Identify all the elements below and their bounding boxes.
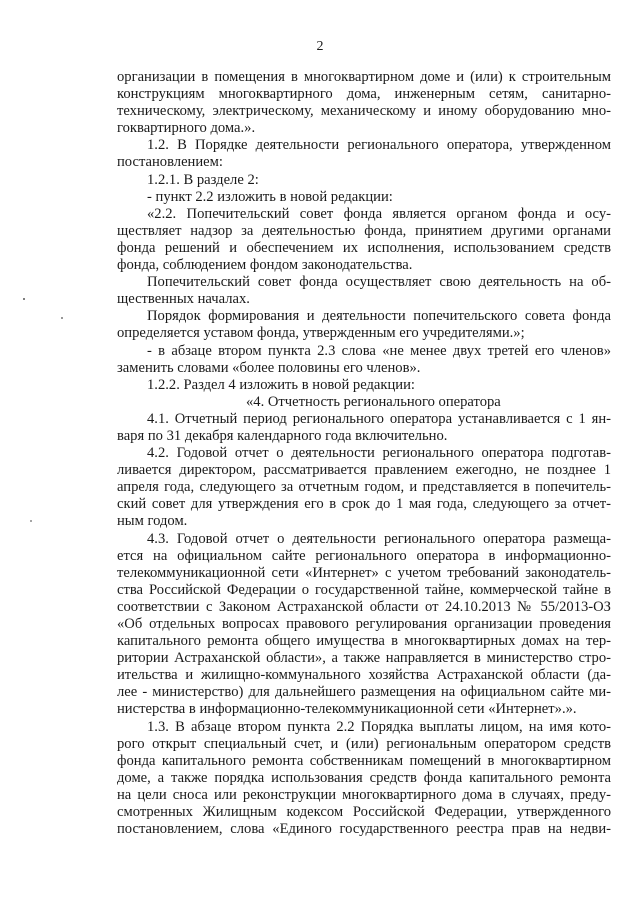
text-line: соответствии с Законом Астраханской области от 24.10.2013 № 55/2013-ОЗ (117, 598, 611, 615)
scan-speck (61, 317, 63, 319)
text-line: ительства и жилищно-коммунального хозяйства Астраханской области (да- (117, 667, 611, 684)
text-line: нистерства в информационно-телекоммуникационной сети «Интернет».». (117, 701, 577, 718)
document-body (117, 69, 611, 838)
text-line: 4.2. Годовой отчет о деятельности регионального оператора подготав- (147, 445, 611, 462)
text-line: ществляет надзор за деятельностью фонда, принятием другими органами (117, 222, 611, 239)
text-line: телекоммуникационной сети «Интернет» с учетом требований законодатель- (117, 564, 611, 581)
text-line: - в абзаце втором пункта 2.3 слова «не менее двух третей его членов» (147, 342, 611, 359)
text-line: ным годом. (117, 513, 188, 530)
scan-speck (30, 520, 32, 522)
text-line: смотренных Жилищным кодексом Российской Федерации, утвержденного (117, 804, 611, 821)
scan-speck (23, 298, 25, 300)
text-line: 4.3. Годовой отчет о деятельности регионального оператора размеща- (147, 530, 611, 547)
text-line: Порядок формирования и деятельности попечительского совета фонда (147, 308, 611, 325)
text-line: 4.1. Отчетный период регионального оператора устанавливается с 1 ян- (147, 410, 611, 427)
text-line: фонда капитального ремонта собственникам помещений в многоквартирном (117, 752, 611, 769)
text-line: на цели сноса или реконструкции многоквартирного дома в случаях, преду- (117, 786, 611, 803)
text-line: 1.3. В абзаце втором пункта 2.2 Порядка выплаты лицом, на имя кото- (147, 718, 611, 735)
text-line: апреля года, следующего за отчетным годом, и представляется в попечитель- (117, 479, 611, 496)
text-line: 1.2.1. В разделе 2: (147, 171, 259, 188)
page-number: 2 (316, 39, 324, 54)
text-line: - пункт 2.2 изложить в новой редакции: (147, 188, 393, 205)
text-line: 1.2. В Порядке деятельности регионального оператора, утвержденном (147, 137, 611, 154)
text-line: Попечительский совет фонда осуществляет свою деятельность на об- (147, 274, 611, 291)
text-line: постановлением: (117, 154, 223, 171)
text-line: конструкциям многоквартирного дома, инженерным сетям, санитарно- (117, 86, 611, 103)
text-line: варя по 31 декабря календарного года включительно. (117, 427, 448, 444)
text-line: рого открыт специальный счет, и (или) региональным оператором средств (117, 735, 611, 752)
text-line: «Об отдельных вопросах правового регулирования организации проведения (117, 616, 611, 632)
text-line: ритории Астраханской области», а также направляется в министерство стро- (117, 650, 611, 667)
text-line: фонда решений и обеспечением их исполнения, использованием средств (117, 239, 611, 256)
text-line: ется на официальном сайте регионального оператора в информационно- (117, 547, 611, 564)
text-line: постановлением, слова «Единого государственного реестра прав на недви- (117, 821, 611, 838)
text-line: заменить словами «более половины его членов». (117, 359, 421, 376)
text-line: 1.2.2. Раздел 4 изложить в новой редакции: (147, 376, 415, 393)
text-line: определяется уставом фонда, утвержденным его учредителями.»; (117, 325, 525, 342)
text-line: ства Российской Федерации о государственной тайне, коммерческой тайне в (117, 581, 611, 598)
text-line: «4. Отчетность регионального оператора (246, 393, 501, 410)
text-line: организации в помещения в многоквартирном доме и (или) к строительным (117, 69, 611, 85)
text-line: фонда, соблюдением фондом законодательства. (117, 257, 413, 274)
text-line: капитального ремонта общего имущества в многоквартирных домах на тер- (117, 633, 611, 650)
text-line: щественных началах. (117, 291, 250, 308)
text-line: «2.2. Попечительский совет фонда является органом фонда и осу- (147, 205, 611, 222)
text-line: гоквартирного дома.». (117, 120, 256, 137)
text-line: ливается директором, рассматривается правлением ежегодно, не позднее 1 (117, 462, 611, 479)
text-line: доме, а также порядка использования средств фонда капитального ремонта (117, 769, 611, 786)
text-line: ский совет для утверждения его в срок до 1 мая года, следующего за отчет- (117, 496, 611, 513)
text-line: лее - министерство) для дальнейшего размещения на официальном сайте ми- (117, 684, 611, 701)
text-line: техническому, электрическому, механическому и иному оборудованию мно- (117, 103, 611, 120)
